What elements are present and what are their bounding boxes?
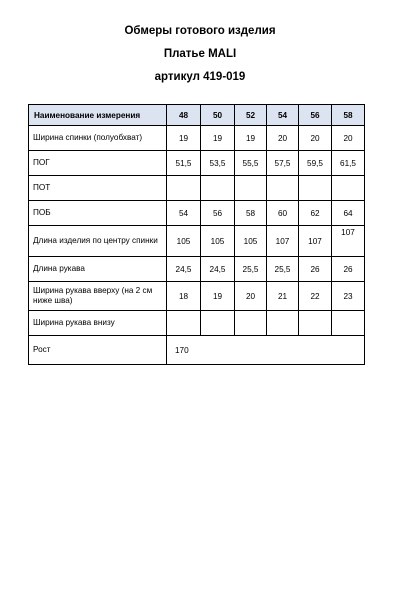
cell-value: 19 xyxy=(167,126,201,151)
cell-value: 23 xyxy=(332,282,365,311)
cell-value xyxy=(235,176,267,201)
cell-value: 24,5 xyxy=(167,257,201,282)
cell-value: 54 xyxy=(167,201,201,226)
table-row xyxy=(29,126,365,151)
cell-value: 25,5 xyxy=(267,257,299,282)
cell-value: 55,5 xyxy=(235,151,267,176)
cell-value: 60 xyxy=(267,201,299,226)
row-name: Ширина рукава вверху (на 2 см ниже шва) xyxy=(29,282,167,311)
cell-value: 56 xyxy=(201,201,235,226)
cell-value: 105 xyxy=(167,226,201,257)
cell-value: 22 xyxy=(299,282,332,311)
row-name: Ширина спинки (полуобхват) xyxy=(29,126,167,151)
cell-value: 64 xyxy=(332,201,365,226)
document-title: Обмеры готового изделия xyxy=(124,25,276,37)
header-size: 58 xyxy=(332,105,365,126)
table-row xyxy=(29,257,365,282)
cell-value: 59,5 xyxy=(299,151,332,176)
cell-value: 57,5 xyxy=(267,151,299,176)
cell-value: 62 xyxy=(299,201,332,226)
cell-value: 18 xyxy=(167,282,201,311)
cell-value xyxy=(167,311,201,336)
table-row xyxy=(29,282,365,311)
cell-value xyxy=(299,311,332,336)
table-row xyxy=(29,336,365,365)
cell-value: 19 xyxy=(201,126,235,151)
header-size: 52 xyxy=(235,105,267,126)
cell-value xyxy=(332,311,365,336)
header-size: 54 xyxy=(267,105,299,126)
cell-value xyxy=(201,176,235,201)
document-header xyxy=(0,24,400,93)
cell-value: 53,5 xyxy=(201,151,235,176)
header-size: 48 xyxy=(167,105,201,126)
header-size: 50 xyxy=(201,105,235,126)
cell-value: 170 xyxy=(167,336,365,365)
cell-value: 20 xyxy=(235,282,267,311)
table-row xyxy=(29,176,365,201)
cell-value xyxy=(267,176,299,201)
cell-value: 20 xyxy=(332,126,365,151)
row-name: Длина изделия по центру спинки xyxy=(29,226,167,257)
cell-value: 61,5 xyxy=(332,151,365,176)
cell-value: 20 xyxy=(299,126,332,151)
row-name: ПОГ xyxy=(29,151,167,176)
cell-value xyxy=(167,176,201,201)
cell-value xyxy=(267,311,299,336)
cell-value: 51,5 xyxy=(167,151,201,176)
row-name: Ширина рукава внизу xyxy=(29,311,167,336)
row-name: ПОБ xyxy=(29,201,167,226)
cell-value: 107 xyxy=(332,226,365,257)
cell-value: 25,5 xyxy=(235,257,267,282)
cell-value: 107 xyxy=(299,226,332,257)
cell-value: 21 xyxy=(267,282,299,311)
cell-value: 26 xyxy=(332,257,365,282)
table-row xyxy=(29,226,365,257)
cell-value: 105 xyxy=(201,226,235,257)
table-row xyxy=(29,151,365,176)
cell-value: 19 xyxy=(201,282,235,311)
row-name: Рост xyxy=(29,336,167,365)
measurements-table xyxy=(28,104,365,365)
row-name: Длина рукава xyxy=(29,257,167,282)
table-row xyxy=(29,311,365,336)
cell-value: 58 xyxy=(235,201,267,226)
cell-value: 105 xyxy=(235,226,267,257)
cell-value xyxy=(201,311,235,336)
article-number: артикул 419-019 xyxy=(154,71,246,83)
cell-value xyxy=(299,176,332,201)
cell-value xyxy=(235,311,267,336)
cell-value: 19 xyxy=(235,126,267,151)
row-name: ПОТ xyxy=(29,176,167,201)
table-header-row xyxy=(29,105,365,126)
cell-value: 107 xyxy=(267,226,299,257)
cell-value xyxy=(332,176,365,201)
header-size: 56 xyxy=(299,105,332,126)
product-name: Платье MALI xyxy=(163,48,237,60)
cell-value: 20 xyxy=(267,126,299,151)
cell-value: 24,5 xyxy=(201,257,235,282)
table-row xyxy=(29,201,365,226)
header-measurement-name: Наименование измерения xyxy=(29,105,167,126)
cell-value: 26 xyxy=(299,257,332,282)
